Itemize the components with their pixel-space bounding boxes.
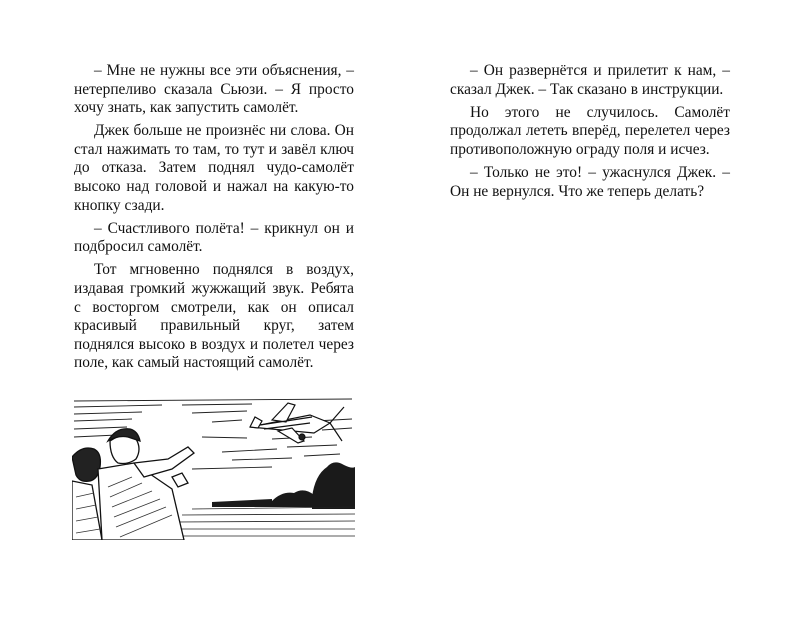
- left-text-column: [74, 62, 354, 373]
- paragraph-5: – Он развернётся и прилетит к нам, – сказал Джек. – Так сказано в инструкции.: [450, 62, 730, 98]
- paragraph-7: – Только не это! – ужаснулся Джек. – Он не вернулся. Что же теперь делать?: [450, 163, 730, 200]
- illustration-boys-airplane: [72, 397, 355, 540]
- paragraph-4: Тот мгновенно поднялся в воздух, издавая громкий жужжащий звук. Ребята с восторгом смотрели, как он описал красивый правильный круг, затем поднялся высоко в воздух и полетел через поле, как самый настоящий самолёт.: [74, 261, 354, 372]
- paragraph-1: – Мне не нужны все эти объяснения, – нетерпеливо сказала Сьюзи. – Я просто хочу знать, как запустить самолёт.: [74, 62, 354, 117]
- paragraph-2: Джек больше не произнёс ни слова. Он стал нажимать то там, то тут и завёл ключ до отказа. Затем поднял чудо-самолёт высоко над головой и нажал на какую-то кнопку сзади.: [74, 122, 354, 214]
- right-text-column: [450, 62, 730, 201]
- paragraph-6: Но этого не случилось. Самолёт продолжал лететь вперёд, перелетел через противоположную ограду поля и исчез.: [450, 103, 730, 158]
- paragraph-3: – Счастливого полёта! – крикнул он и подбросил самолёт.: [74, 219, 354, 256]
